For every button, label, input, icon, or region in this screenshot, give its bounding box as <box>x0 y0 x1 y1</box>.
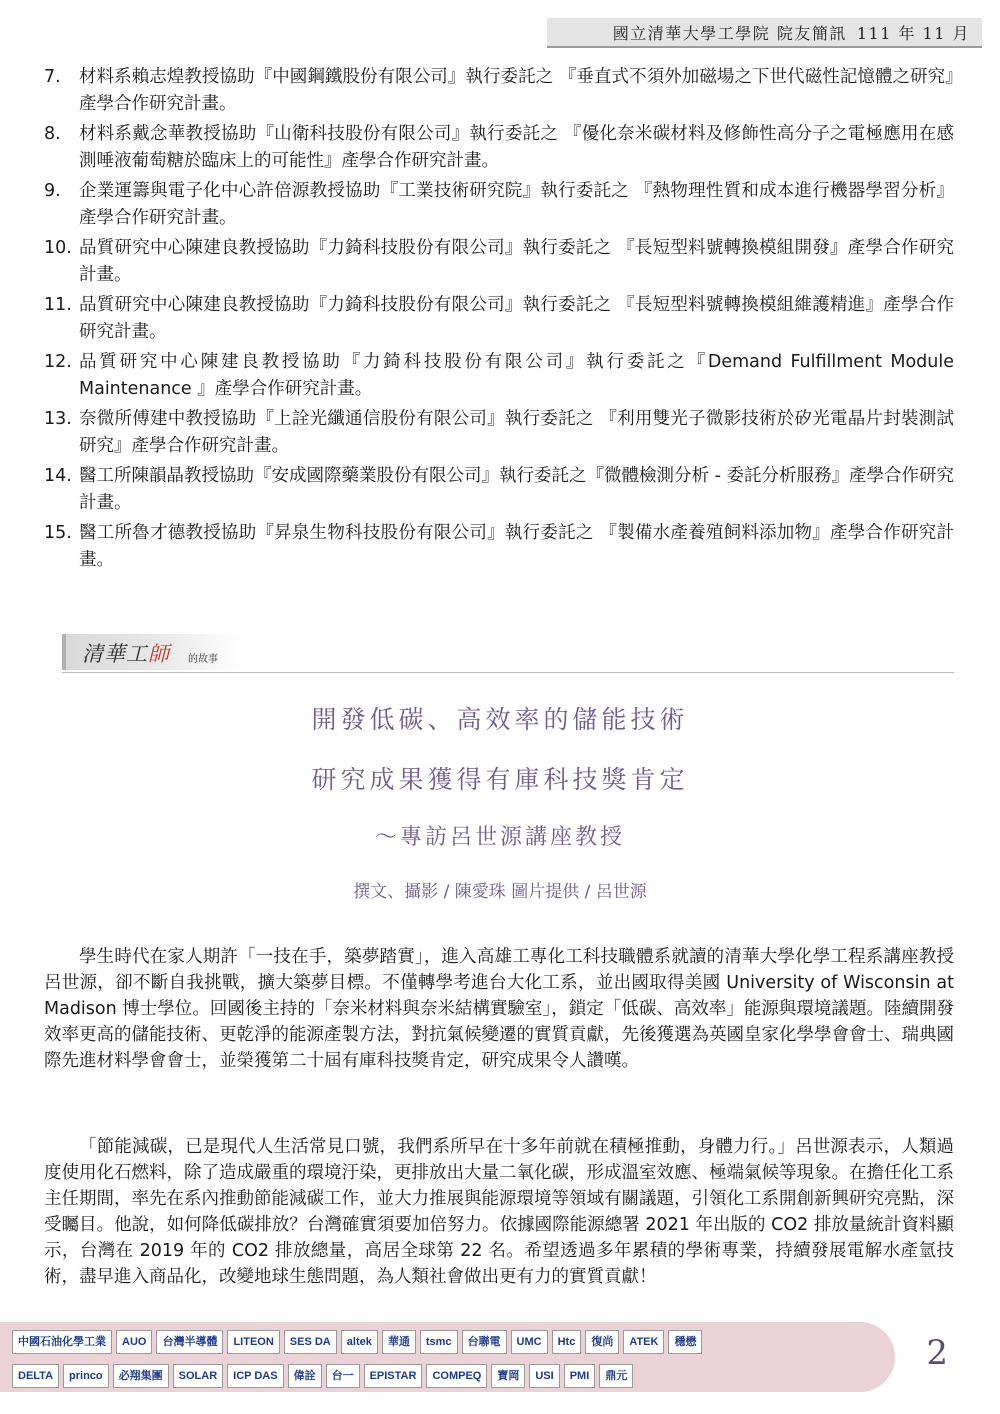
sponsor-logo: ICP DAS <box>227 1364 283 1388</box>
item-text: 材料系戴念華教授協助『山衛科技股份有限公司』執行委託之 『優化奈米碳材料及修飾性高分子之電極應用在感測唾液葡萄糖於臨床上的可能性』產學合作研究計畫。 <box>79 124 954 171</box>
sponsor-row <box>12 1330 702 1354</box>
header-institution: 國立清華大學工學院 院友簡訊 <box>612 23 847 43</box>
sponsor-logo: Htc <box>552 1330 582 1354</box>
item-number: 15. <box>44 523 72 543</box>
article-subheadline: ～專訪呂世源講座教授 <box>374 825 625 850</box>
article-headline-second: 研究成果獲得有庫科技獎肯定 <box>311 765 689 794</box>
item-text: 企業運籌與電子化中心許倍源教授協助『工業技術研究院』執行委託之 『熱物理性質和成本進行機器學習分析』產學合作研究計畫。 <box>79 181 954 228</box>
sponsor-logo: 華通 <box>382 1330 416 1354</box>
sponsor-logo: 必翔集團 <box>113 1364 169 1388</box>
list-item <box>44 406 954 460</box>
item-text: 醫工所陳韻晶教授協助『安成國際藥業股份有限公司』執行委託之『微體檢測分析 - 委託分析服務』產學合作研究計畫。 <box>79 466 954 513</box>
sponsor-logo: UMC <box>511 1330 548 1354</box>
sponsor-row <box>12 1364 633 1388</box>
list-item <box>44 235 954 289</box>
article-headline: 開發低碳、高效率的儲能技術 <box>311 705 689 734</box>
item-number: 12. <box>44 352 72 372</box>
list-item <box>44 463 954 517</box>
article-paragraph: 學生時代在家人期許「一技在手，築夢踏實」，進入高雄工專化工科技職體系就讀的清華大學化學工程系講座教授呂世源，卻不斷自我挑戰，擴大築夢目標。不僅轉學考進台大化工系，並出國取得美國 University of Wisconsin at Madison 博士學位。回國後主持的「奈米材料與奈米結構實驗室」，鎖定「低碳、高效率」能源與環境議題。陸續開發效率更高的儲能技術、更乾淨的能源產製方法，對抗氣候變遷的實質貢獻，先後獲選為英國皇家化學學會會士、瑞典國際先進材料學會會士，並榮獲第二十屆有庫科技獎肯定，研究成果令人讚嘆。 <box>44 947 954 1071</box>
issue-header <box>547 18 982 48</box>
sponsor-footer <box>0 1322 895 1392</box>
sponsor-logo: tsmc <box>420 1330 458 1354</box>
section-title-main: 清華工 <box>82 642 148 666</box>
item-number: 9. <box>44 181 61 201</box>
section-subtitle: 的故事 <box>188 654 218 665</box>
list-item <box>44 349 954 403</box>
page-number: 2 <box>926 1333 948 1373</box>
sponsor-logo: 台聯電 <box>462 1330 507 1354</box>
sponsor-logo: 寶岡 <box>491 1364 525 1388</box>
sponsor-logo: 中國石油化學工業 <box>12 1330 112 1354</box>
list-item <box>44 292 954 346</box>
sponsor-logo: altek <box>341 1330 378 1354</box>
list-item <box>44 520 954 574</box>
list-item <box>44 178 954 232</box>
item-number: 7. <box>44 67 61 87</box>
sponsor-logo: ATEK <box>623 1330 664 1354</box>
article-byline: 撰文、攝影 / 陳愛珠 圖片提供 / 呂世源 <box>353 882 647 902</box>
item-number: 11. <box>44 295 72 315</box>
sponsor-logo: 穩懋 <box>668 1330 702 1354</box>
item-text: 材料系賴志煌教授協助『中國鋼鐵股份有限公司』執行委託之 『垂直式不須外加磁場之下世代磁性記憶體之研究』產學合作研究計畫。 <box>79 67 954 114</box>
sponsor-logo: DELTA <box>12 1364 59 1388</box>
section-title-accent: 師 <box>148 642 170 666</box>
item-text: 醫工所魯才德教授協助『昇泉生物科技股份有限公司』執行委託之 『製備水產養殖飼料添加物』產學合作研究計畫。 <box>79 523 954 570</box>
item-text: 奈微所傅建中教授協助『上詮光纖通信股份有限公司』執行委託之 『利用雙光子微影技術於矽光電晶片封裝測試研究』產學合作研究計畫。 <box>79 409 954 456</box>
header-issue-date: 111 年 11 月 <box>856 23 970 43</box>
sponsor-logo: SES DA <box>284 1330 337 1354</box>
sponsor-logo: PMI <box>564 1364 596 1388</box>
item-number: 8. <box>44 124 61 144</box>
sponsor-logo: COMPEQ <box>426 1364 487 1388</box>
item-text: 品質研究中心陳建良教授協助『力錡科技股份有限公司』執行委託之 『長短型料號轉換模組維護精進』產學合作研究計畫。 <box>79 295 954 342</box>
sponsor-logo: AUO <box>116 1330 152 1354</box>
item-text: 品質研究中心陳建良教授協助『力錡科技股份有限公司』執行委託之『Demand Fulfillment Module Maintenance 』產學合作研究計畫。 <box>79 352 954 399</box>
list-item <box>44 121 954 175</box>
sponsor-logo: EPISTAR <box>364 1364 423 1388</box>
item-number: 10. <box>44 238 72 258</box>
sponsor-logo: SOLAR <box>173 1364 224 1388</box>
sponsor-logo: princo <box>63 1364 109 1388</box>
sponsor-logo: 台一 <box>326 1364 360 1388</box>
sponsor-logo: LITEON <box>227 1330 279 1354</box>
item-number: 13. <box>44 409 72 429</box>
sponsor-logo: 復尚 <box>585 1330 619 1354</box>
list-item <box>44 64 954 118</box>
sponsor-logo: 鼎元 <box>599 1364 633 1388</box>
project-list <box>44 64 954 577</box>
item-text: 品質研究中心陳建良教授協助『力錡科技股份有限公司』執行委託之 『長短型料號轉換模組開發』產學合作研究計畫。 <box>79 238 954 285</box>
section-title <box>82 638 170 668</box>
section-banner <box>62 634 954 673</box>
sponsor-logo: USI <box>529 1364 559 1388</box>
sponsor-logo: 偉詮 <box>288 1364 322 1388</box>
sponsor-logo: 台灣半導體 <box>156 1330 223 1354</box>
item-number: 14. <box>44 466 72 486</box>
article-paragraph: 「節能減碳，已是現代人生活常見口號，我們系所早在十多年前就在積極推動，身體力行。」呂世源表示，人類過度使用化石燃料，除了造成嚴重的環境汙染，更排放出大量二氧化碳，形成溫室效應、極端氣候等現象。在擔任化工系主任期間，率先在系內推動節能減碳工作，並大力推展與能源環境等領域有關議題，引領化工系開創新興研究亮點，深受矚目。他說，如何降低碳排放？台灣確實須要加倍努力。依據國際能源總署 2021 年出版的 CO2 排放量統計資料顯示，台灣在 2019 年的 CO2 排放總量，高居全球第 22 名。希望透過多年累積的學術專業，持續發展電解水產氫技術，盡早進入商品化，改變地球生態問題，為人類社會做出更有力的實質貢獻！ <box>44 1137 954 1287</box>
